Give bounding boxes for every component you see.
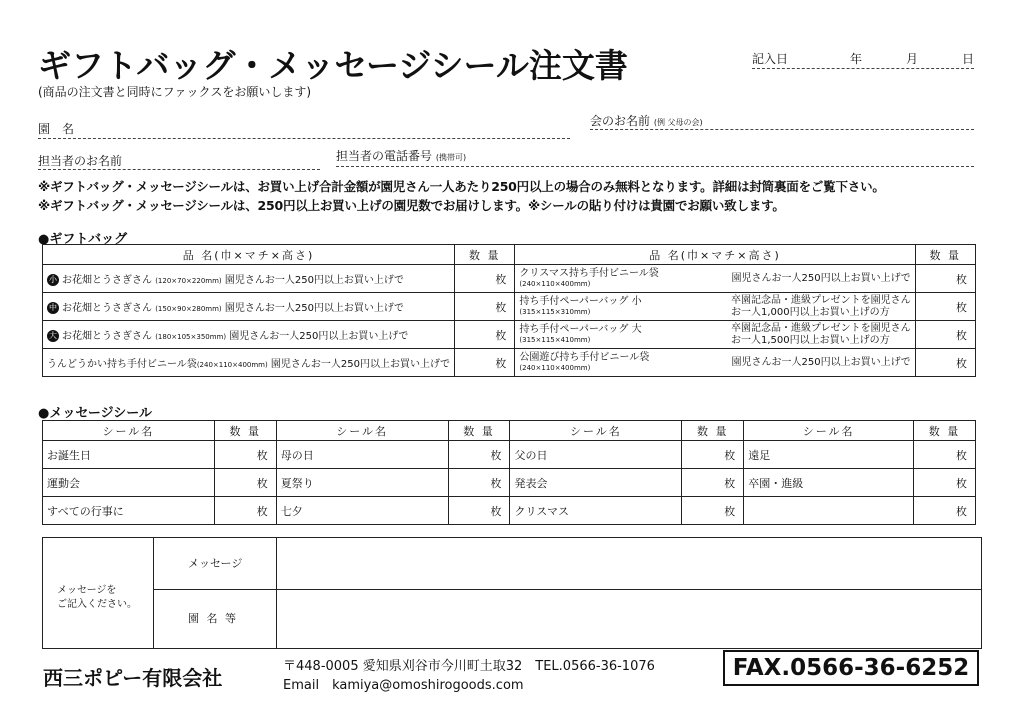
school-label: 園 名 等 [154,590,277,648]
seal-name: 卒園・進級 [744,469,914,497]
message-box [42,537,982,649]
form-subtitle: (商品の注文書と同時にファックスをお願いします) [38,85,312,99]
seal-name: 七夕 [276,497,448,525]
message-side-cell [43,538,154,648]
seal-name-custom-input[interactable] [744,497,914,525]
notice-line-1: ※ギフトバッグ・メッセージシールは、お買い上げ合計金額が園児さん一人あたり250円以上の場合のみ無料となります。詳細は封筒裏面をご覧下さい。 [38,179,885,194]
gift-bag-item: 持ち手付ペーパーバッグ 小 (315×115×310mm) 卒園記念品・進級プレゼントを園児さん お一人1,000円以上お買い上げの方 [515,293,915,321]
school-name-field[interactable] [38,138,570,139]
seal-section-title: ●メッセージシール [38,406,152,421]
gift-bag-qty-input[interactable]: 枚 [455,265,515,293]
seal-qty-input[interactable]: 枚 [448,441,510,469]
company-address: 〒448-0005 愛知県刈谷市今川町土取32 TEL.0566-36-1076 [283,659,655,674]
seal-name: すべての行事に [43,497,215,525]
table-row [43,469,976,497]
date-day: 日 [962,52,975,66]
seal-col-qty: 数 量 [214,421,276,441]
table-row [43,293,976,321]
seal-qty-input[interactable]: 枚 [914,497,976,525]
school-input[interactable] [277,590,981,648]
company-name: 西三ポピー有限会社 [43,666,223,690]
seal-name: 発表会 [510,469,682,497]
gift-bag-qty-input[interactable]: 枚 [915,265,975,293]
company-email: Email kamiya@omoshirogoods.com [283,678,524,693]
message-input[interactable] [277,538,981,590]
person-phone-label: 担当者の電話番号 (携帯可) [336,149,467,163]
seal-col-qty: 数 量 [448,421,510,441]
date-label: 記入日 [752,52,789,66]
date-line[interactable] [752,68,974,69]
table-row [43,441,976,469]
person-phone-field[interactable] [336,166,974,167]
seal-name: 父の日 [510,441,682,469]
gift-bag-item: クリスマス持ち手付ビニール袋 (240×110×400mm) 園児さんお一人250円以上お買い上げで [515,265,915,293]
seal-col-name: シール名 [510,421,682,441]
seal-col-name: シール名 [276,421,448,441]
seal-name: 母の日 [276,441,448,469]
gift-bag-col-qty-left: 数 量 [455,245,515,265]
table-row [43,321,976,349]
gift-bag-section-title: ●ギフトバッグ [38,232,128,247]
gift-bag-item: うんどうかい持ち手付ビニール袋(240×110×400mm) 園児さんお一人250円以上お買い上げで [43,349,455,377]
seal-name: お誕生日 [43,441,215,469]
person-name-field[interactable] [38,169,320,170]
seal-table [42,420,976,525]
gift-bag-col-name-right: 品 名(巾×マチ×高さ) [515,245,915,265]
table-row [43,265,976,293]
gift-bag-qty-input[interactable]: 枚 [915,349,975,377]
seal-qty-input[interactable]: 枚 [682,469,744,497]
gift-bag-qty-input[interactable]: 枚 [915,321,975,349]
gift-bag-qty-input[interactable]: 枚 [455,349,515,377]
form-title: ギフトバッグ・メッセージシール注文書 [38,46,628,85]
seal-qty-input[interactable]: 枚 [448,497,510,525]
seal-col-name: シール名 [744,421,914,441]
seal-qty-input[interactable]: 枚 [914,469,976,497]
table-row [43,349,976,377]
seal-qty-input[interactable]: 枚 [214,469,276,497]
gift-bag-item: 持ち手付ペーパーバッグ 大 (315×115×410mm) 卒園記念品・進級プレゼントを園児さん お一人1,500円以上お買い上げの方 [515,321,915,349]
seal-col-qty: 数 量 [914,421,976,441]
seal-qty-input[interactable]: 枚 [682,497,744,525]
seal-name: 運動会 [43,469,215,497]
gift-bag-col-name-left: 品 名(巾×マチ×高さ) [43,245,455,265]
gift-bag-item: 小 お花畑とうさぎさん (120×70×220mm) 園児さんお一人250円以上お買い上げで [43,265,455,293]
notice-line-2: ※ギフトバッグ・メッセージシールは、250円以上お買い上げの園児数でお届けします。※シールの貼り付けは貴園でお願い致します。 [38,198,785,213]
gift-bag-qty-input[interactable]: 枚 [455,293,515,321]
association-name-label: 会のお名前 (例 父母の会) [590,114,703,128]
message-label: メッセージ [154,538,277,590]
message-side-label-1: メッセージを [57,585,117,596]
seal-name: 遠足 [744,441,914,469]
gift-bag-col-qty-right: 数 量 [915,245,975,265]
gift-bag-qty-input[interactable]: 枚 [455,321,515,349]
seal-qty-input[interactable]: 枚 [682,441,744,469]
seal-qty-input[interactable]: 枚 [214,441,276,469]
seal-name: クリスマス [510,497,682,525]
table-row [43,497,976,525]
gift-bag-item: 公園遊び持ち手付ビニール袋 (240×110×400mm) 園児さんお一人250円以上お買い上げで [515,349,915,377]
fax-number: FAX.0566-36-6252 [723,650,979,686]
school-name-label: 園 名 [38,122,75,136]
date-year: 年 [850,52,863,66]
message-side-label-2: ご記入ください。 [57,599,137,610]
gift-bag-item: 中 お花畑とうさぎさん (150×90×280mm) 園児さんお一人250円以上お買い上げで [43,293,455,321]
association-name-field[interactable] [590,129,974,130]
seal-col-name: シール名 [43,421,215,441]
date-month: 月 [906,52,919,66]
seal-col-qty: 数 量 [682,421,744,441]
seal-qty-input[interactable]: 枚 [214,497,276,525]
gift-bag-qty-input[interactable]: 枚 [915,293,975,321]
seal-qty-input[interactable]: 枚 [448,469,510,497]
seal-name: 夏祭り [276,469,448,497]
gift-bag-item: 大 お花畑とうさぎさん (180×105×350mm) 園児さんお一人250円以上お買い上げで [43,321,455,349]
person-name-label: 担当者のお名前 [38,154,123,168]
seal-qty-input[interactable]: 枚 [914,441,976,469]
gift-bag-table [42,244,976,377]
